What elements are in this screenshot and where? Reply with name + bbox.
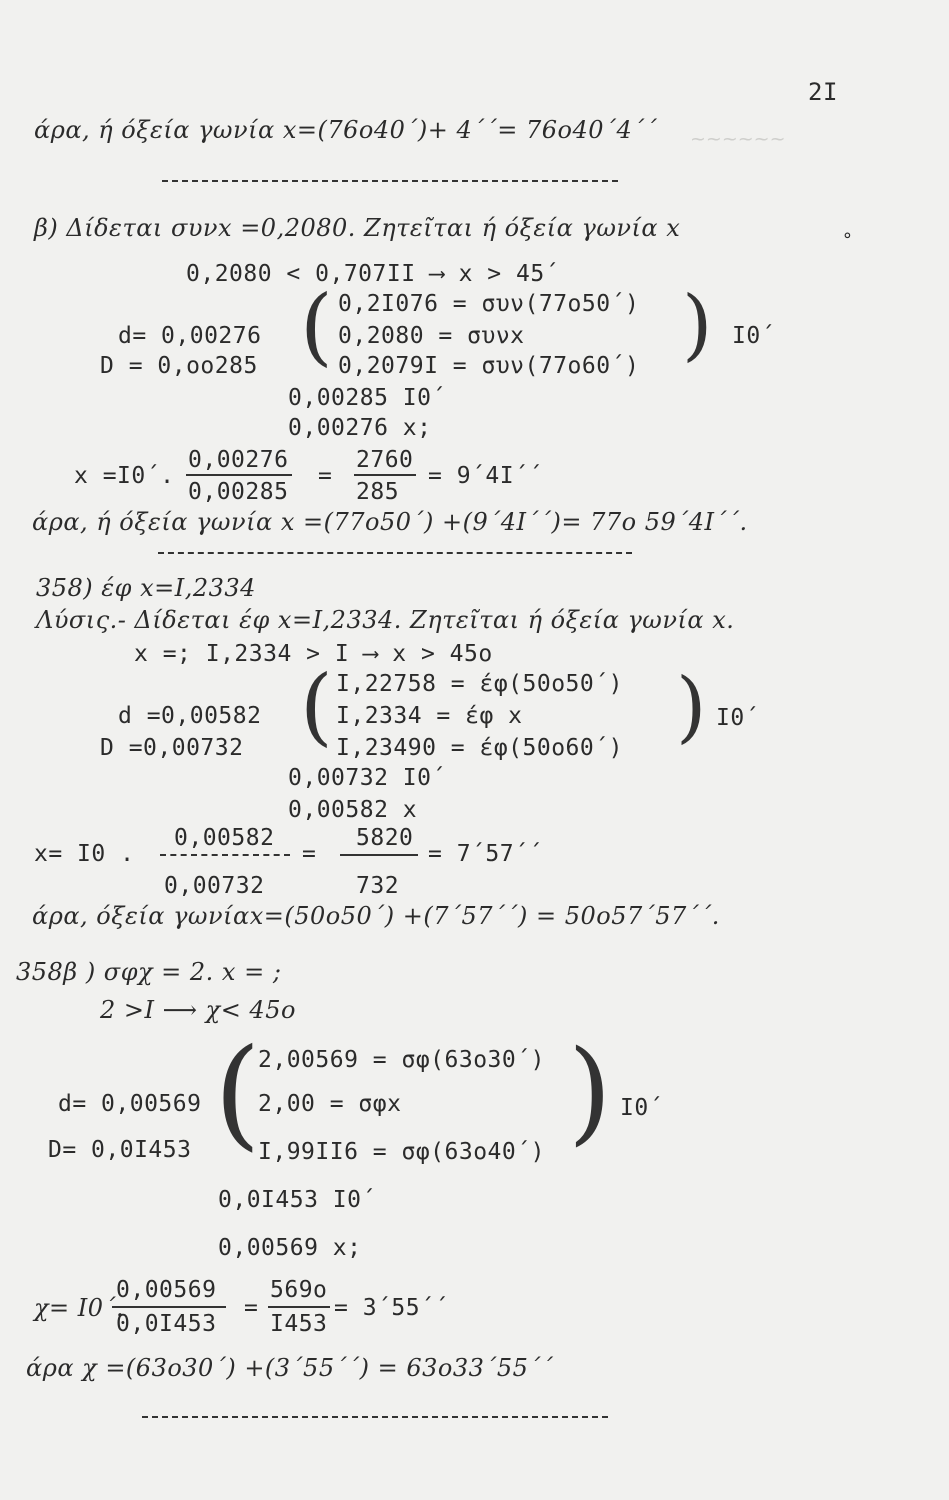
- problem-358b-row1: 2,00569 = σφ(63ο30΄): [258, 1047, 545, 1073]
- part-b-row2: 0,2080 = συνx: [338, 323, 525, 349]
- problem-358-row1: I,22758 = έφ(50ο50΄): [336, 671, 623, 697]
- problem-358-d-label: d =0,00582: [118, 703, 262, 729]
- fraction-bar: [268, 1306, 330, 1308]
- part-b-D-label: D = 0,οο285: [100, 353, 258, 379]
- problem-358b-calc-numerator-2: 569ο: [270, 1277, 328, 1303]
- problem-358-row3: I,23490 = έφ(50ο60΄): [336, 735, 623, 761]
- right-bracket: ): [568, 1027, 612, 1157]
- fraction-bar: [186, 474, 292, 476]
- problem-358-calc-denominator-2: 732: [356, 873, 400, 899]
- problem-358b-D-label: D= 0,0I453: [48, 1137, 192, 1163]
- part-b-calc-denominator-2: 285: [356, 479, 400, 505]
- problem-358-calc-result: = 7΄57΄΄: [428, 841, 543, 867]
- left-bracket: (: [214, 1024, 261, 1163]
- fraction-bar: [340, 854, 418, 856]
- problem-358b-calc-equals: =: [244, 1295, 259, 1321]
- part-b-calc-numerator-2: 2760: [356, 447, 414, 473]
- part-b-calc-numerator: 0,00276: [188, 447, 289, 473]
- problem-358-heading: 358) έφ x=I,2334: [36, 574, 256, 602]
- problem-358b-bracket-value: I0΄: [620, 1095, 664, 1121]
- right-bracket: ): [682, 280, 713, 370]
- problem-358b-conclusion: άρα χ =(63ο30΄) +(3΄55΄΄) = 63ο33΄55΄΄: [26, 1354, 554, 1382]
- problem-358-proportion-2: 0,00582 x: [288, 797, 418, 823]
- part-b-conclusion: άρα, ή όξεία γωνία x =(77ο50΄) +(9΄4I΄΄)= 77ο 59΄4I΄΄.: [32, 508, 748, 536]
- part-b-compare: 0,2080 < 0,707II ⟶ x > 45΄: [186, 261, 560, 287]
- problem-358-compare: x =; I,2334 > I ⟶ x > 45ο: [134, 641, 493, 667]
- problem-358-calc-prefix: x= I0 .: [34, 841, 135, 867]
- separator-rule: [158, 552, 632, 554]
- problem-358-proportion-1: 0,00732 I0΄: [288, 765, 446, 791]
- problem-358-solution: Λύσις.- Δίδεται έφ x=I,2334. Ζητεῖται ή όξεία γωνία x.: [36, 606, 735, 634]
- problem-358b-proportion-2: 0,00569 x;: [218, 1235, 362, 1261]
- part-b-calc-denominator: 0,00285: [188, 479, 289, 505]
- right-bracket: ): [676, 662, 707, 752]
- part-b-calc-prefix: x =I0΄.: [74, 463, 175, 489]
- problem-358-calc-denominator: 0,00732: [164, 873, 265, 899]
- problem-358-calc-numerator-2: 5820: [356, 825, 414, 851]
- fraction-bar: [354, 474, 416, 476]
- bleed-through-mark: ~~~~~~: [690, 128, 786, 150]
- problem-358-bracket-value: I0΄: [716, 705, 760, 731]
- left-bracket: (: [300, 657, 333, 755]
- problem-358-calc-numerator: 0,00582: [174, 825, 275, 851]
- problem-358b-calc-prefix: χ= I0΄.: [34, 1294, 125, 1322]
- problem-358b-row3: I,99II6 = σφ(63ο40΄): [258, 1139, 545, 1165]
- part-b-row1: 0,2I076 = συν(77ο50΄): [338, 291, 640, 317]
- problem-358b-proportion-1: 0,0I453 I0΄: [218, 1187, 376, 1213]
- problem-358b-calc-numerator: 0,00569: [116, 1277, 217, 1303]
- part-b-proportion-2: 0,00276 x;: [288, 415, 432, 441]
- problem-358-conclusion: άρα, όξεία γωνίαx=(50ο50΄) +(7΄57΄΄) = 50ο57΄57΄΄.: [32, 902, 720, 930]
- problem-358b-row2: 2,00 = σφx: [258, 1091, 402, 1117]
- part-b-row3: 0,2079I = συν(77ο60΄): [338, 353, 640, 379]
- fraction-bar: [112, 1306, 226, 1308]
- part-b-calc-equals: =: [318, 463, 333, 489]
- part-b-given: β) Δίδεται συνx =0,2080. Ζητεῖται ή όξεία γωνία x: [34, 214, 681, 242]
- problem-358b-calc-denominator: 0,0I453: [116, 1311, 217, 1337]
- part-b-d-label: d= 0,00276: [118, 323, 262, 349]
- part-b-proportion-1: 0,00285 I0΄: [288, 385, 446, 411]
- part-b-calc-result: = 9΄4I΄΄: [428, 463, 543, 489]
- problem-358b-d-label: d= 0,00569: [58, 1091, 202, 1117]
- part-a-conclusion: άρα, ή όξεία γωνία x=(76ο40΄)+ 4΄΄= 76ο40΄4΄΄: [34, 116, 658, 144]
- problem-358-row2: I,2334 = έφ x: [336, 703, 523, 729]
- problem-358b-compare: 2 >I ⟶ χ< 45ο: [100, 996, 296, 1024]
- problem-358-D-label: D =0,00732: [100, 735, 244, 761]
- problem-358b-calc-result: = 3΄55΄΄: [334, 1295, 449, 1321]
- problem-358b-calc-denominator-2: I453: [270, 1311, 328, 1337]
- part-b-bracket-value: I0΄: [732, 323, 776, 349]
- problem-358-calc-equals: =: [302, 841, 317, 867]
- left-bracket: (: [300, 277, 333, 375]
- separator-rule: [162, 180, 618, 182]
- separator-rule: [142, 1416, 608, 1418]
- stray-dot: ∘: [842, 225, 854, 246]
- problem-358b-heading: 358β ) σφχ = 2. x = ;: [16, 958, 282, 986]
- page-number: 2I: [808, 78, 838, 106]
- fraction-bar: [160, 854, 290, 856]
